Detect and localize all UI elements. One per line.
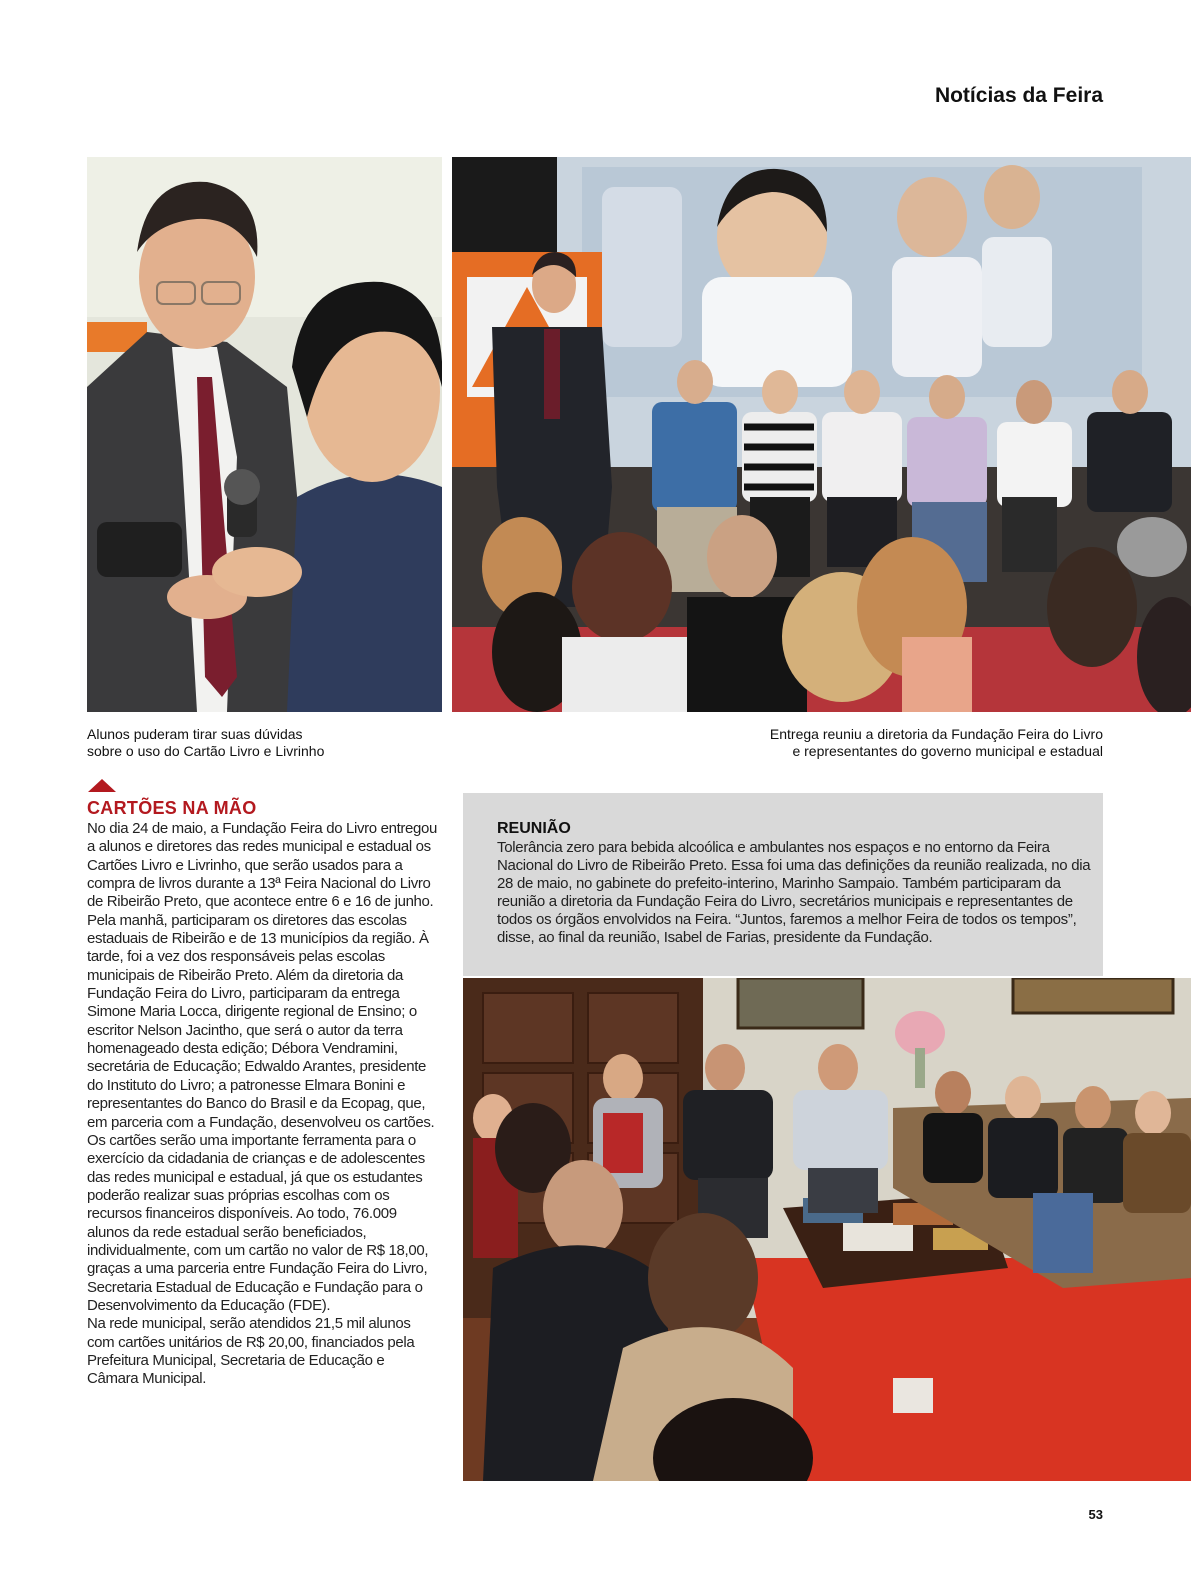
- photo-stage-event: [452, 157, 1191, 712]
- section-marker-triangle-icon: [88, 779, 116, 792]
- photo-man-and-boy: [87, 157, 442, 712]
- article-paragraph: Os cartões serão uma importante ferramenta para o exercício da cidadania de crianças e de adolescentes das redes municipal e estadual, já que os estudantes poderão realizar suas próprias escolhas com os recursos financeiros disponíveis. Ao todo, 76.009 alunos da rede estadual serão beneficiados, individualmente, com um cartão no valor de R$ 18,00, graças a uma parceria entre Fundação Feira do Livro, Secretaria Estadual de Educação e Fundação para o Desenvolvimento da Educação (FDE).: [87, 1131, 429, 1314]
- section-title: Notícias da Feira: [934, 84, 1103, 107]
- page-number: 53: [1088, 1507, 1103, 1522]
- photo-caption-right: Entrega reuniu a diretoria da Fundação Feira do Livro e representantes do governo municipal e estadual: [769, 726, 1103, 759]
- article-body: [87, 820, 437, 1389]
- box-body: Tolerância zero para bebida alcoólica e ambulantes nos espaços e no entorno da Feira Nacional do Livro de Ribeirão Preto. Essa foi uma das definições da reunião realizada, no dia 28 de maio, no gabinete do prefeito-interino, Marinho Sampaio. Também participaram da reunião a diretoria da Fundação Feira do Livro, secretários municipais e representantes de todos os órgãos envolvidos na Feira. “Juntos, faremos a melhor Feira de todos os tempos”, disse, ao final da reunião, Isabel de Farias, presidente da Fundação.: [497, 839, 1091, 946]
- article-heading: CARTÕES NA MÃO: [87, 798, 257, 818]
- box-heading: REUNIÃO: [497, 820, 571, 837]
- photo-meeting-room: [463, 978, 1191, 1481]
- photo-caption-left: Alunos puderam tirar suas dúvidas sobre o uso do Cartão Livro e Livrinho: [87, 726, 325, 759]
- article-paragraph: No dia 24 de maio, a Fundação Feira do Livro entregou a alunos e diretores das redes municipal e estadual os Cartões Livro e Livrinho, que serão usados para a compra de livros durante a 13ª Feira Nacional do Livro de Ribeirão Preto, que acontece entre 6 e 16 de junho. Pela manhã, participaram os diretores das escolas estaduais de Ribeirão e de 13 municípios da região. À tarde, foi a vez dos responsáveis pelas escolas municipais de Ribeirão Preto. Além da diretoria da Fundação Feira do Livro, participaram da entrega Simone Maria Locca, dirigente regional de Ensino; o escritor Nelson Jacintho, que será o autor da terra homenageado desta edição; Débora Vendramini, secretária de Educação; Edwaldo Arantes, presidente do Instituto do Livro; a patronesse Elmara Bonini e representantes do Banco do Brasil e da Ecopag, que, em parceria com a Fundação, desenvolveu os cartões.: [87, 820, 438, 1131]
- article-paragraph: Na rede municipal, serão atendidos 21,5 mil alunos com cartões unitários de R$ 20,00, financiados pela Prefeitura Municipal, Secretaria de Educação e Câmara Municipal.: [87, 1315, 415, 1388]
